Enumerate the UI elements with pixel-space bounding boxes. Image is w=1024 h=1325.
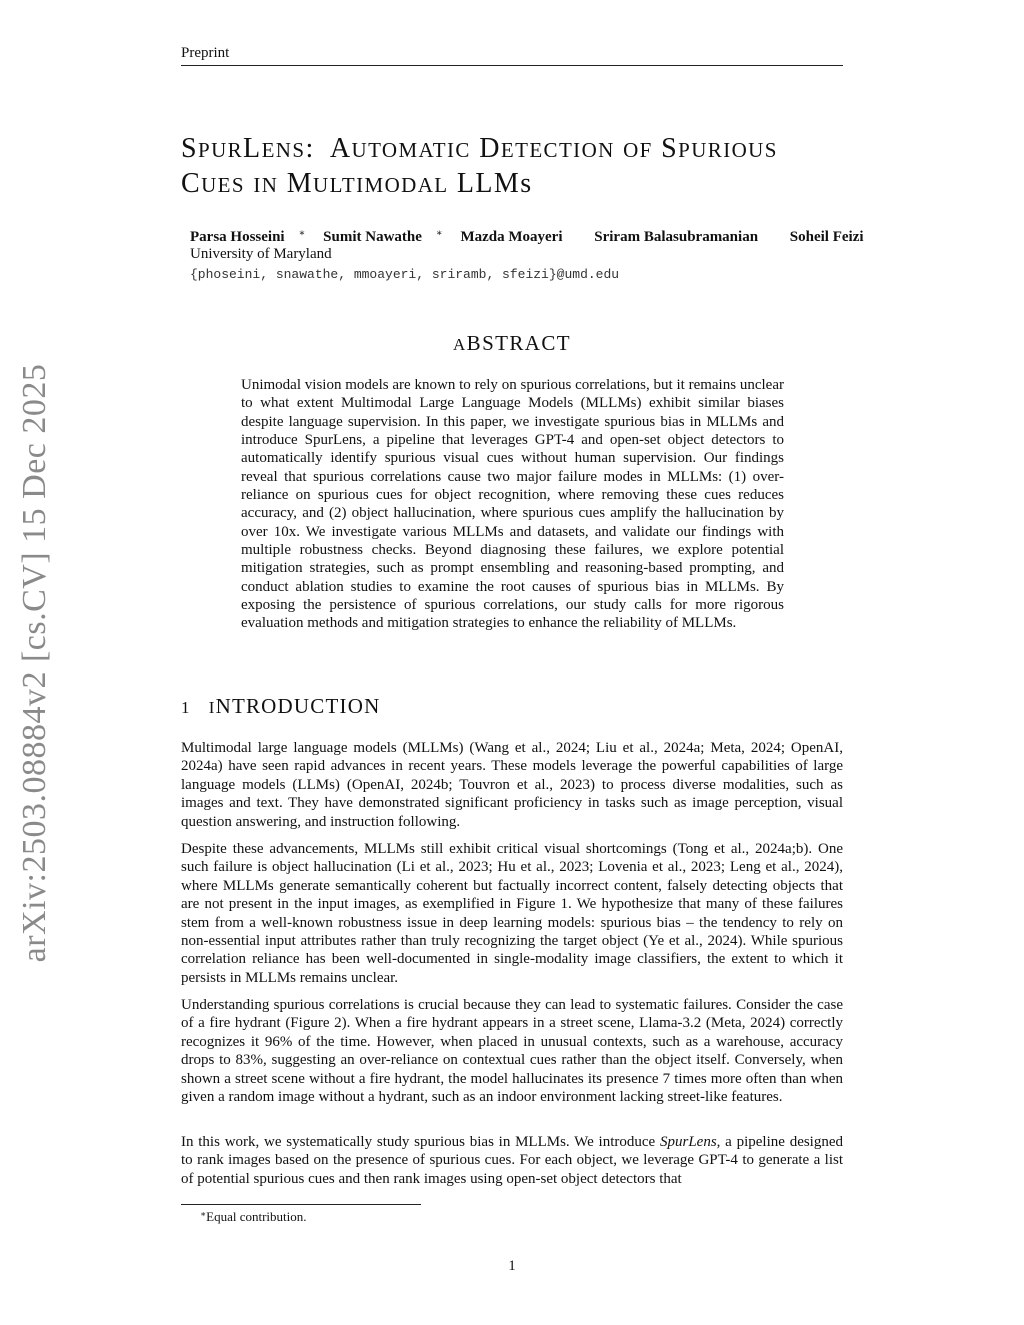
abstract-heading: ABSTRACT — [452, 331, 571, 355]
author-list — [190, 228, 890, 246]
author: Sumit Nawathe ∗ — [323, 228, 443, 245]
paragraph: Understanding spurious correlations is crucial because they can lead to systematic failures. Consider the case of a fire hydrant (Figure 2). When a fire hydrant appears in a street scene, Llama-3.2 (Meta, 2024) correctly recognizes it 96% of the time. However, when placed in unusual contexts, such as a warehouse, accuracy drops to 83%, suggesting an over-reliance on contextual cues rather than the object itself. Conversely, when shown a street scene without a fire hydrant, the model hallucinates its presence 7 times more often than when given a random image without a hydrant, such as an indoor environment lacking street-like features. — [181, 997, 843, 1106]
title-word: DETECTION — [479, 133, 615, 164]
author: Mazda Moayeri — [460, 229, 563, 245]
paragraph: In this work, we systematically study spurious bias in MLLMs. We introduce SpurLens, a pipeline designed to rank images based on the presence of spurious cues. For each object, we leverage GPT-4 to generate a list of potential spurious cues and then rank images using open-set object detectors that — [181, 1134, 844, 1187]
paragraph: Despite these advancements, MLLMs still exhibit critical visual shortcomings (Tong et al., 2024a;b). One such failure is object hallucination (Li et al., 2023; Hu et al., 2023; Lovenia et al., 2023; Leng et al., 2024), where MLLMs generate semantically coherent but factually incorrect content, falsely detecting objects that are not present in the input images, as exemplified in Figure 1. We hypothesize that many of these failures stem from a well-known robustness issue in deep learning models: spurious bias – the tendency to rely on non-essential input attributes rather than truly recognizing the target object (Ye et al., 2024). While spurious correlation reliance has been well-documented in single-modality image classifiers, the extent to which it persists in MLLMs remains unclear. — [181, 841, 843, 986]
title-word: AUTOMATIC — [329, 133, 471, 164]
arxiv-identifier: arXiv:2503.08884v2 [cs.CV] 15 Dec 2025 — [16, 363, 53, 963]
author: Soheil Feizi — [789, 229, 864, 245]
section-heading-introduction: 1 INTRODUCTION — [181, 694, 381, 718]
affiliation: University of Maryland — [190, 246, 332, 262]
footnote-rule — [181, 1204, 421, 1205]
title-word: IN — [253, 173, 279, 197]
page-number: 1 — [508, 1258, 516, 1274]
title-word: OF — [623, 138, 653, 162]
arxiv-sidebar — [12, 363, 58, 963]
author: Sriram Balasubramanian — [594, 229, 759, 245]
title-word: CUES — [181, 168, 245, 199]
running-header: Preprint — [181, 45, 230, 61]
title-word: MULTIMODAL — [286, 168, 449, 199]
paragraph: Multimodal large language models (MLLMs) (Wang et al., 2024; Liu et al., 2024a; Meta, 2024; OpenAI, 2024a) have seen rapid advances in recent years. These models leverage the powerful capabilities of large language models (LLMs) (OpenAI, 2024b; Touvron et al., 2023) to process diverse modalities, such as images and text. They have demonstrated significant proficiency in tasks such as image perception, visual question answering, and instruction following. — [181, 740, 843, 830]
emphasis-spurlens: SpurLens — [659, 1134, 717, 1150]
footnote: ∗Equal contribution. — [200, 1209, 307, 1224]
author: Parsa Hosseini ∗ — [190, 228, 306, 245]
paper-title: SPURLENS: AUTOMATIC DETECTION OF SPURIOUS CUES IN MULTIMODAL LLMs — [181, 133, 778, 199]
author-emails: {phoseini, snawathe, mmoayeri, sriramb, sfeizi}@umd.edu — [190, 267, 620, 282]
title-word: SPURIOUS — [661, 133, 778, 164]
title-word: LLMs — [456, 168, 533, 199]
abstract-text: Unimodal vision models are known to rely on spurious correlations, but it remains unclear to what extent Multimodal Large Language Models (MLLMs) exhibit similar biases despite language supervision. In this paper, we investigate spurious bias in MLLMs and introduce SpurLens, a pipeline that leverages GPT-4 and open-set object detectors to automatically identify spurious visual cues without human supervision. Our findings reveal that spurious correlations cause two major failure modes in MLLMs: (1) over-reliance on spurious cues for object recognition, where removing these cues reduces accuracy, and (2) object hallucination, where spurious cues amplify the hallucination by over 10x. We investigate various MLLMs and datasets, and validate our findings with multiple robustness checks. Beyond diagnosing these failures, we explore potential mitigation strategies, such as prompt ensembling and reasoning-based prompting, and conduct ablation studies to examine the root causes of spurious bias in MLLMs. By exposing the persistence of spurious correlations, our study calls for more rigorous evaluation methods and mitigation strategies to enhance the reliability of MLLMs. — [241, 377, 784, 632]
header-rule — [181, 65, 843, 66]
